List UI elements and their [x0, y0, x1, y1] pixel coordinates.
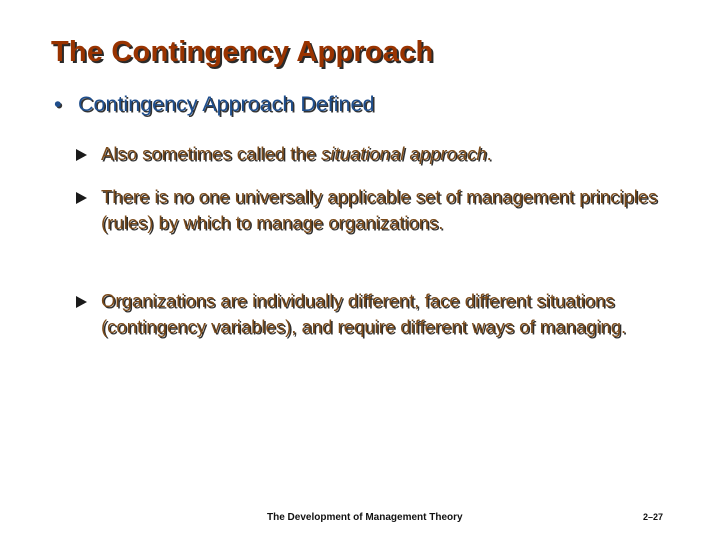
arrowhead-right-icon — [76, 296, 87, 308]
subpoint-organizations-different — [76, 288, 676, 340]
arrowhead-right-icon — [76, 149, 87, 161]
bullet-contingency-defined — [54, 92, 374, 117]
subpoint-text: There is no one universally applicable set of management principles (rules) by which to manage organizations. — [101, 186, 658, 233]
subpoint-emphasis: situational approach — [321, 143, 487, 164]
bullet-text: Contingency Approach Defined — [78, 92, 375, 116]
subpoint-suffix: . — [486, 143, 492, 164]
subpoint-text: Organizations are individually different, face different situations (contingency variables), and require different ways of managing. — [101, 290, 627, 337]
slide-title: The Contingency Approach — [51, 36, 434, 68]
page-number: 2–27 — [643, 512, 664, 522]
arrowhead-right-icon — [76, 192, 87, 204]
subpoint-no-universal-principles — [76, 184, 676, 236]
subpoint-prefix: Also sometimes called the — [101, 143, 322, 164]
slide-footer: The Development of Management Theory — [267, 512, 463, 523]
subpoint-situational — [76, 141, 676, 167]
bullet-dot-icon: • — [54, 92, 62, 116]
subpoint-text — [101, 141, 676, 167]
